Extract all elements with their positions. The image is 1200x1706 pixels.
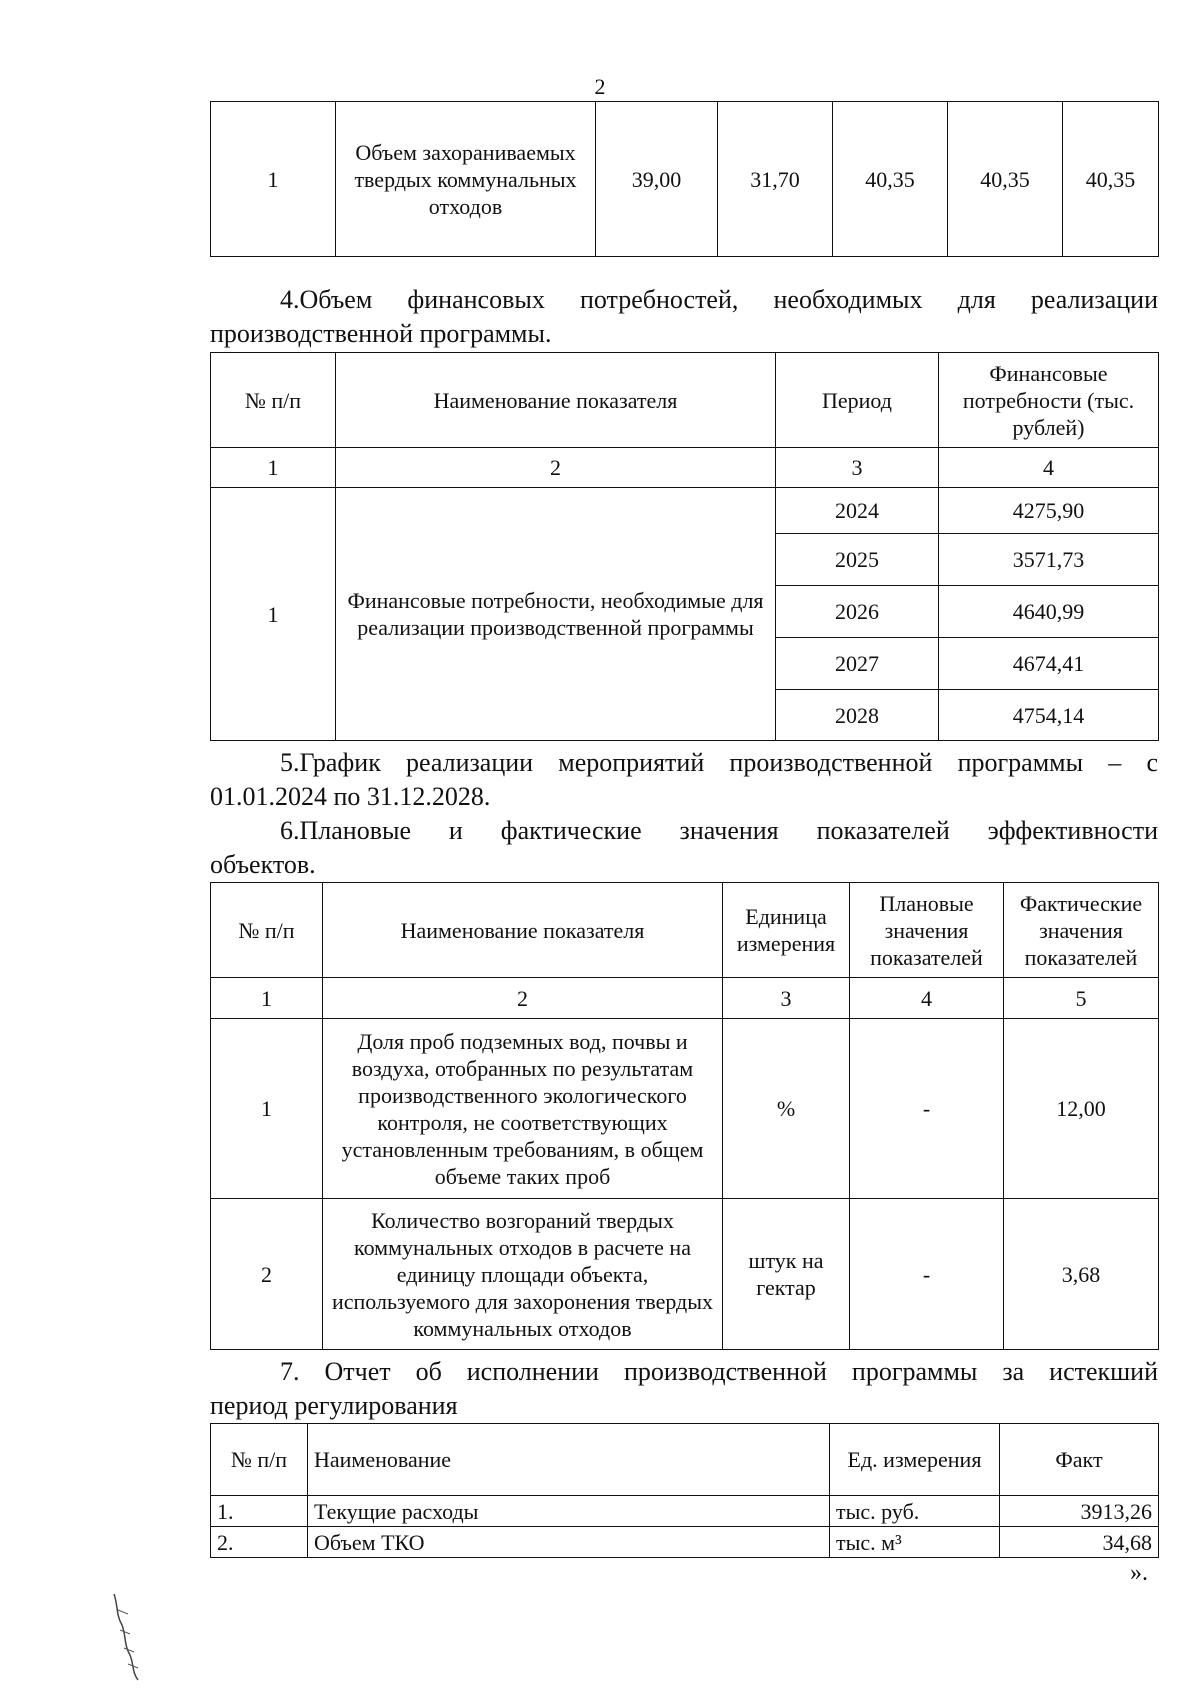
- unit-cell: штук на гектар: [723, 1199, 850, 1350]
- value-cell: 40,35: [1063, 102, 1159, 257]
- table-row: [211, 488, 1159, 534]
- table-row: [211, 1199, 1159, 1350]
- plan-cell: -: [850, 1199, 1004, 1350]
- unit-cell: тыс. м³: [830, 1527, 1000, 1558]
- item-name: Текущие расходы: [308, 1496, 830, 1527]
- col-number: 2: [323, 978, 723, 1019]
- value-cell: 4275,90: [939, 488, 1159, 534]
- value-cell: 4754,14: [939, 690, 1159, 741]
- header-number: № п/п: [211, 883, 323, 978]
- period-cell: 2027: [776, 638, 939, 690]
- row-number: 2: [211, 1199, 323, 1350]
- header-fact: Факт: [1000, 1424, 1159, 1496]
- col-number: 3: [723, 978, 850, 1019]
- indicator-name: Финансовые потребности, необходимые для реализации производственной программы: [336, 488, 776, 741]
- header-financial-needs: Финансовые потребности (тыс. рублей): [939, 353, 1159, 448]
- header-name: Наименование показателя: [336, 353, 776, 448]
- unit-cell: %: [723, 1019, 850, 1199]
- item-name: Объем ТКО: [308, 1527, 830, 1558]
- period-cell: 2024: [776, 488, 939, 534]
- header-name: Наименование показателя: [323, 883, 723, 978]
- table-header-row: [211, 883, 1159, 978]
- col-number: 4: [939, 448, 1159, 488]
- header-number: № п/п: [211, 353, 336, 448]
- value-cell: 4674,41: [939, 638, 1159, 690]
- period-cell: 2025: [776, 534, 939, 586]
- col-number: 4: [850, 978, 1004, 1019]
- table-row: [211, 1496, 1159, 1527]
- section6-heading-line1: 6.Плановые и фактические значения показателей эффективности: [280, 816, 1158, 845]
- indicator-name: Доля проб подземных вод, почвы и воздуха, отобранных по результатам производственного экологического контроля, не соответствующих установленным требованиям, в общем объеме таких проб: [323, 1019, 723, 1199]
- section7-heading-line1: 7. Отчет об исполнении производственной программы за истекший: [280, 1357, 1158, 1386]
- row-number: 1.: [211, 1496, 308, 1527]
- col-number: 1: [211, 978, 323, 1019]
- row-number: 2.: [211, 1527, 308, 1558]
- header-plan: Плановые значения показателей: [850, 883, 1004, 978]
- page-number: 2: [594, 74, 606, 99]
- value-cell: 40,35: [833, 102, 948, 257]
- fact-cell: 12,00: [1004, 1019, 1159, 1199]
- column-number-row: [211, 448, 1159, 488]
- header-unit: Единица измерения: [723, 883, 850, 978]
- table-row: [211, 1527, 1159, 1558]
- header-fact: Фактические значения показателей: [1004, 883, 1159, 978]
- header-number: № п/п: [211, 1424, 308, 1496]
- table-row: [211, 102, 1159, 257]
- fact-cell: 3,68: [1004, 1199, 1159, 1350]
- row-number: 1: [211, 1019, 323, 1199]
- table-header-row: [211, 1424, 1159, 1496]
- program-report-table: [210, 1423, 1159, 1558]
- header-name: Наименование: [308, 1424, 830, 1496]
- margin-scribble-icon: [108, 1590, 148, 1685]
- col-number: 5: [1004, 978, 1159, 1019]
- plan-cell: -: [850, 1019, 1004, 1199]
- col-number: 2: [336, 448, 776, 488]
- col-number: 3: [776, 448, 939, 488]
- efficiency-indicators-table: [210, 882, 1159, 1350]
- section7-heading-line2: период регулирования: [210, 1391, 458, 1420]
- production-volume-table: [210, 101, 1159, 257]
- unit-cell: тыс. руб.: [830, 1496, 1000, 1527]
- fact-cell: 3913,26: [1000, 1496, 1159, 1527]
- section6-heading-line2: объектов.: [210, 850, 316, 879]
- period-cell: 2028: [776, 690, 939, 741]
- header-period: Период: [776, 353, 939, 448]
- financial-needs-table: [210, 352, 1159, 741]
- col-number: 1: [211, 448, 336, 488]
- value-cell: 31,70: [718, 102, 833, 257]
- row-number: 1: [211, 102, 336, 257]
- fact-cell: 34,68: [1000, 1527, 1159, 1558]
- section5-line2: 01.01.2024 по 31.12.2028.: [210, 782, 491, 811]
- value-cell: 40,35: [948, 102, 1063, 257]
- period-cell: 2026: [776, 586, 939, 638]
- end-quote-mark: ».: [1130, 1560, 1148, 1586]
- indicator-name: Объем захораниваемых твердых коммунальных отходов: [336, 102, 596, 257]
- header-unit: Ед. измерения: [830, 1424, 1000, 1496]
- indicator-name: Количество возгораний твердых коммунальных отходов в расчете на единицу площади объекта, используемого для захоронения твердых коммунальных отходов: [323, 1199, 723, 1350]
- value-cell: 39,00: [596, 102, 718, 257]
- table-header-row: [211, 353, 1159, 448]
- section5-line1: 5.График реализации мероприятий производственной программы – с: [280, 748, 1158, 777]
- section4-heading-line1: 4.Объем финансовых потребностей, необходимых для реализации: [280, 285, 1158, 314]
- value-cell: 3571,73: [939, 534, 1159, 586]
- table-row: [211, 1019, 1159, 1199]
- section4-heading-line2: производственной программы.: [210, 319, 552, 348]
- value-cell: 4640,99: [939, 586, 1159, 638]
- row-number: 1: [211, 488, 336, 741]
- column-number-row: [211, 978, 1159, 1019]
